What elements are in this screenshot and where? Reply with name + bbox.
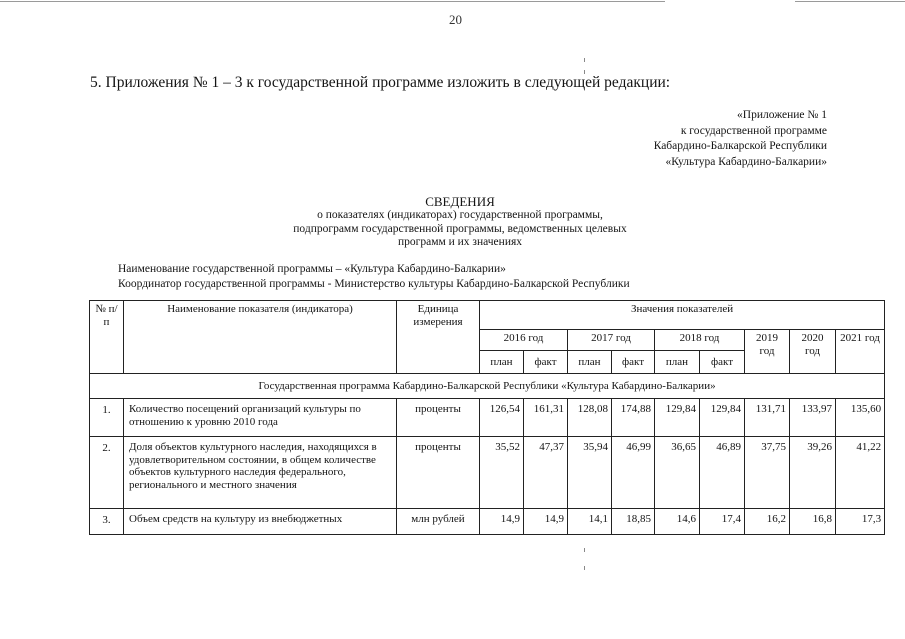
value-2016-plan: 126,54	[480, 399, 524, 437]
header-year-2019: 2019 год	[745, 330, 790, 374]
page-number: 20	[449, 12, 462, 27]
lead-paragraph: 5. Приложения № 1 – 3 к государственной программе изложить в следующей редакции:	[90, 74, 671, 91]
value-2017-plan: 14,1	[568, 509, 612, 535]
header-year-2021: 2021 год	[836, 330, 885, 374]
header-fact: факт	[700, 351, 745, 374]
value-2019: 16,2	[745, 509, 790, 535]
row-unit: проценты	[397, 437, 480, 509]
program-info	[118, 262, 630, 291]
value-2016-fact: 161,31	[524, 399, 568, 437]
value-2019: 37,75	[745, 437, 790, 509]
header-plan: план	[480, 351, 524, 374]
table-row	[90, 509, 885, 535]
heading-line: программ и их значениях	[397, 236, 523, 248]
value-2018-fact: 17,4	[700, 509, 745, 535]
appendix-line: Кабардино-Балкарской Республики	[653, 140, 827, 152]
value-2021: 41,22	[836, 437, 885, 509]
header-year-2020: 2020 год	[790, 330, 836, 374]
row-number: 3.	[90, 509, 124, 535]
value-2017-plan: 35,94	[568, 437, 612, 509]
table-row	[90, 437, 885, 509]
row-unit: проценты	[397, 399, 480, 437]
header-year-2018: 2018 год	[655, 330, 745, 351]
header-plan: план	[568, 351, 612, 374]
appendix-line: к государственной программе	[680, 124, 827, 137]
value-2019: 131,71	[745, 399, 790, 437]
header-fact: факт	[524, 351, 568, 374]
header-year-2017: 2017 год	[568, 330, 655, 351]
value-2017-fact: 174,88	[612, 399, 655, 437]
row-number: 1.	[90, 399, 124, 437]
header-unit: Единица измерения	[397, 301, 480, 374]
table-header-row	[90, 301, 885, 330]
heading-line: подпрограмм государственной программы, ведомственных целевых	[293, 222, 627, 235]
value-2016-plan: 35,52	[480, 437, 524, 509]
header-indicator-name: Наименование показателя (индикатора)	[124, 301, 397, 374]
value-2016-plan: 14,9	[480, 509, 524, 535]
header-fact: факт	[612, 351, 655, 374]
value-2018-plan: 129,84	[655, 399, 700, 437]
heading-line: о показателях (индикаторах) государственной программы,	[317, 209, 603, 221]
header-values: Значения показателей	[480, 301, 885, 330]
row-number: 2.	[90, 437, 124, 509]
value-2018-plan: 36,65	[655, 437, 700, 509]
scan-edge-line	[0, 1, 665, 2]
scan-dot	[584, 58, 585, 62]
program-section-title: Государственная программа Кабардино-Балкарской Республики «Культура Кабардино-Балкарии»	[90, 374, 885, 399]
value-2016-fact: 14,9	[524, 509, 568, 535]
value-2017-fact: 18,85	[612, 509, 655, 535]
table-row	[90, 399, 885, 437]
value-2017-fact: 46,99	[612, 437, 655, 509]
scan-edge-line-right	[795, 1, 905, 2]
value-2018-fact: 129,84	[700, 399, 745, 437]
value-2020: 39,26	[790, 437, 836, 509]
scan-dot	[584, 548, 585, 552]
value-2020: 133,97	[790, 399, 836, 437]
row-indicator-name: Доля объектов культурного наследия, находящихся в удовлетворительном состоянии, в общем количестве объектов культурного наследия федерального, регионального и местного значения	[124, 437, 397, 509]
program-section-row	[90, 374, 885, 399]
appendix-line: «Культура Кабардино-Балкарии»	[665, 155, 827, 168]
document-heading	[230, 194, 690, 250]
program-coordinator-line: Координатор государственной программы - Министерство культуры Кабардино-Балкарской Республики	[118, 277, 630, 290]
row-indicator-name: Количество посещений организаций культуры по отношению к уровню 2010 года	[124, 399, 397, 437]
document-title: СВЕДЕНИЯ	[425, 194, 495, 209]
value-2020: 16,8	[790, 509, 836, 535]
indicators-table	[89, 300, 885, 535]
appendix-line: «Приложение № 1	[737, 109, 827, 121]
value-2021: 135,60	[836, 399, 885, 437]
row-indicator-name: Объем средств на культуру из внебюджетных	[124, 509, 397, 535]
value-2017-plan: 128,08	[568, 399, 612, 437]
header-plan: план	[655, 351, 700, 374]
value-2016-fact: 47,37	[524, 437, 568, 509]
program-name-line: Наименование государственной программы – «Культура Кабардино-Балкарии»	[118, 263, 506, 275]
header-year-2016: 2016 год	[480, 330, 568, 351]
value-2018-plan: 14,6	[655, 509, 700, 535]
row-unit: млн рублей	[397, 509, 480, 535]
scan-dot	[584, 566, 585, 570]
value-2018-fact: 46,89	[700, 437, 745, 509]
header-num: № п/п	[90, 301, 124, 374]
value-2021: 17,3	[836, 509, 885, 535]
appendix-reference	[654, 108, 827, 170]
